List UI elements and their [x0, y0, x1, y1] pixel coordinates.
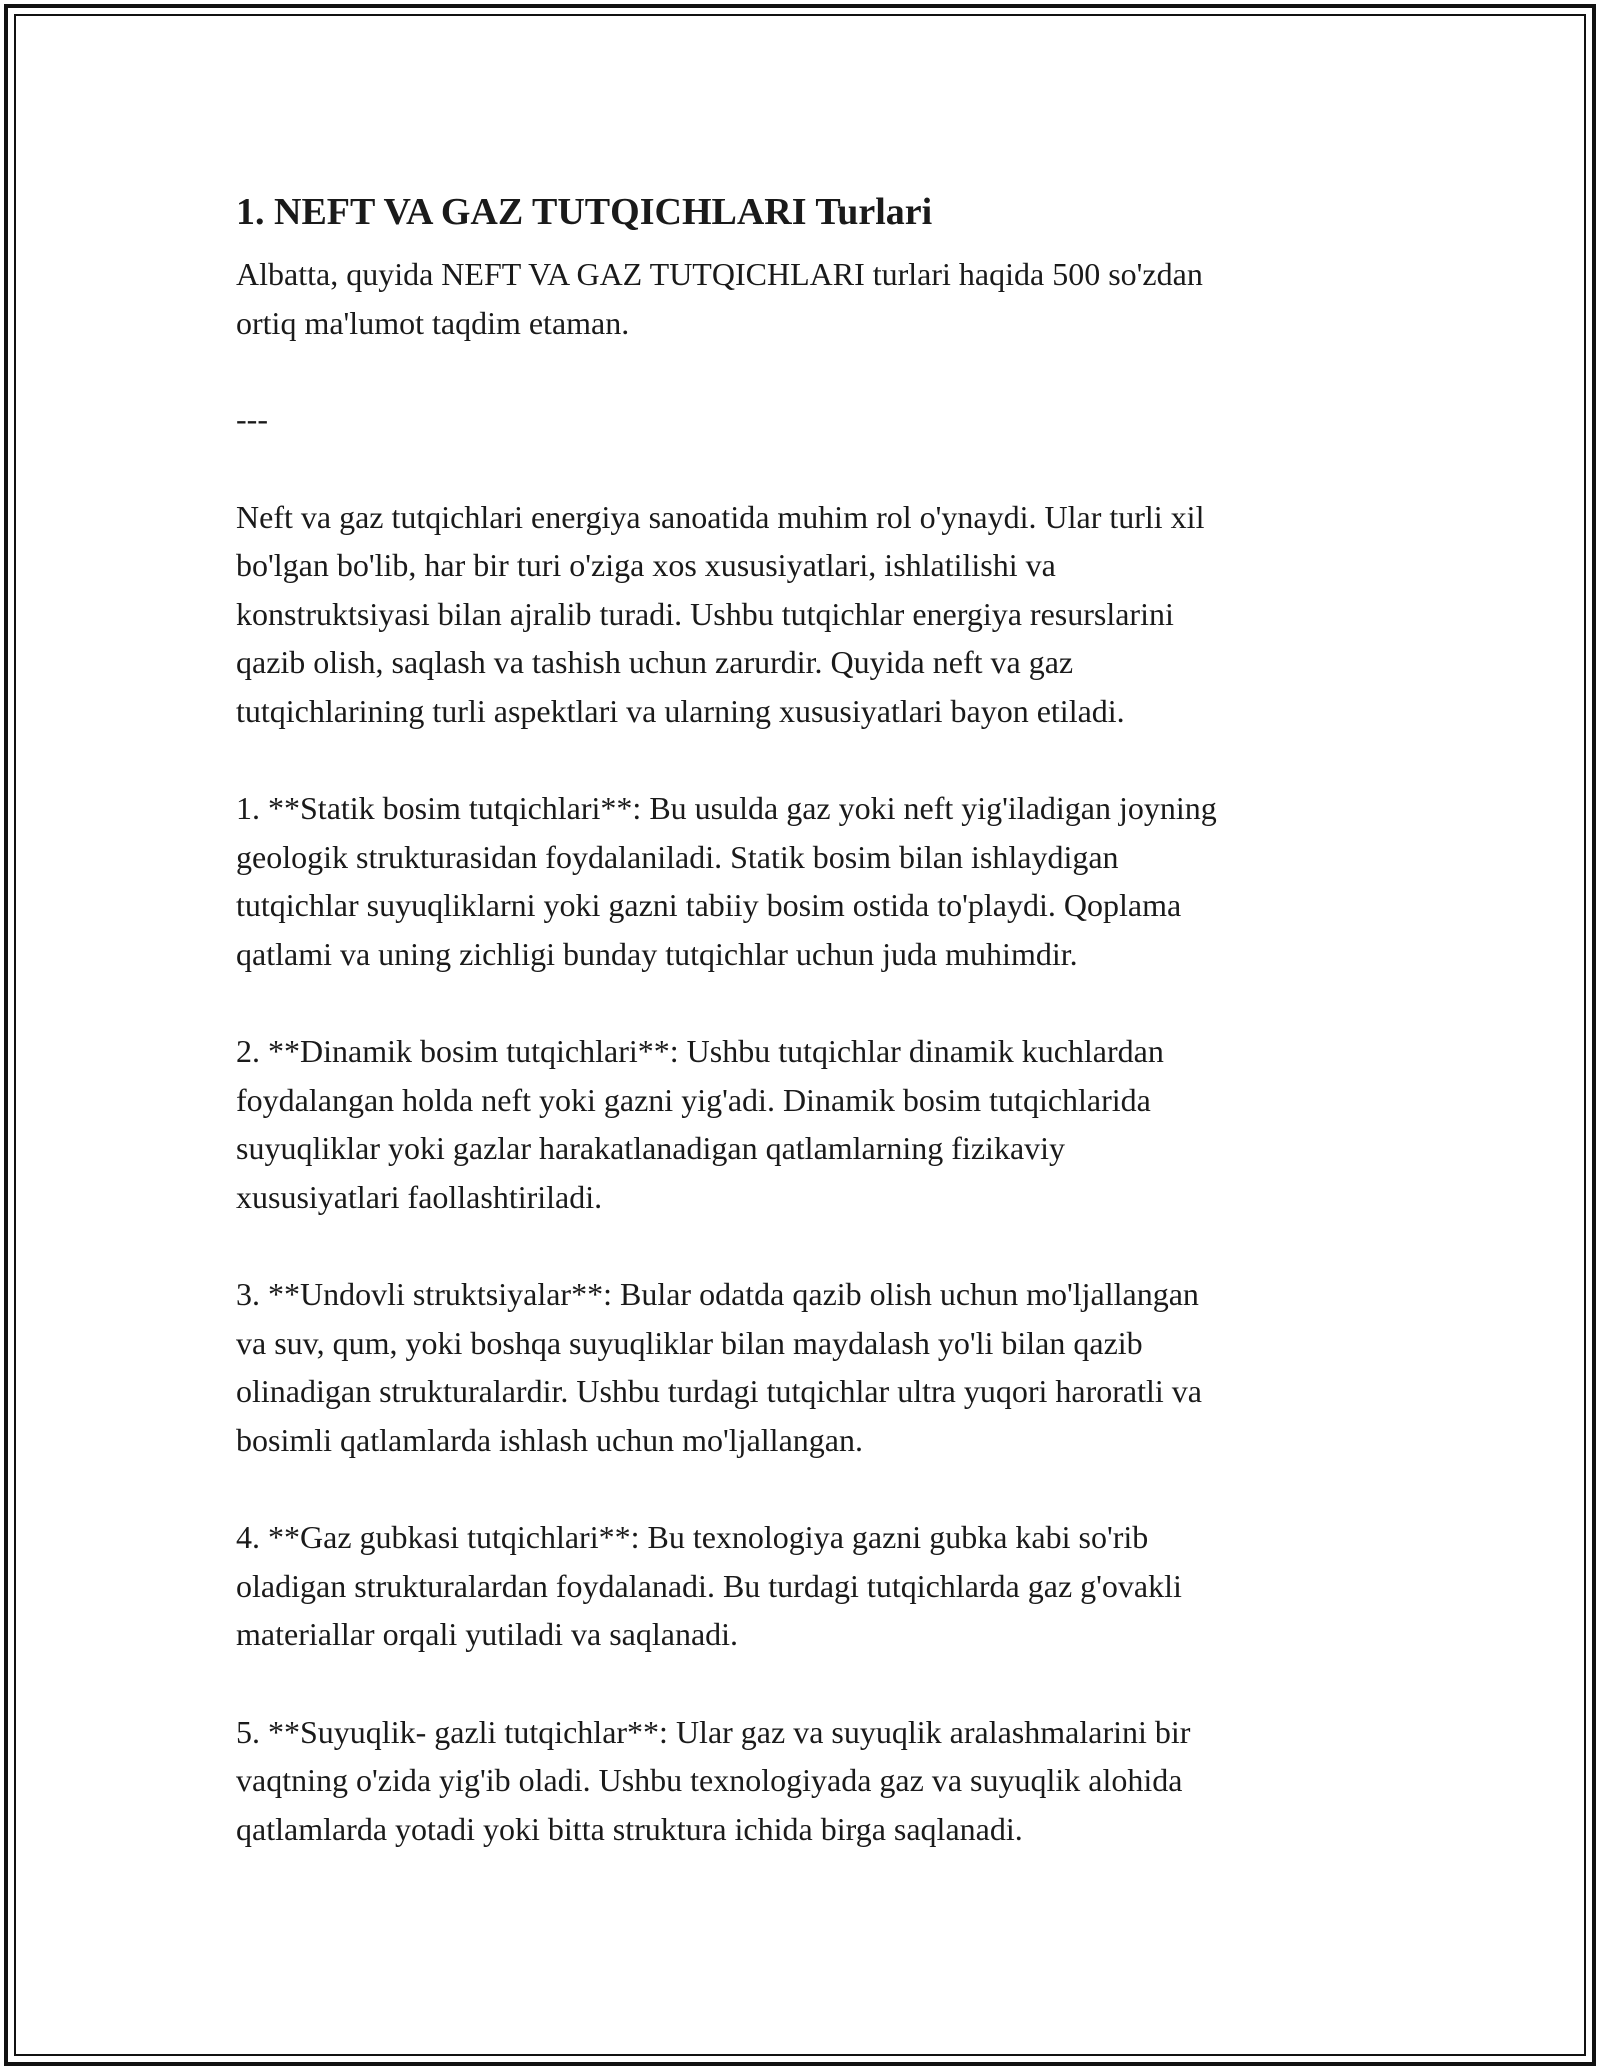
list-item-static-pressure: 1. **Statik bosim tutqichlari**: Bu usulda gaz yoki neft yig'iladigan joyning geologik strukturasidan foydalaniladi. Statik bosim bilan ishlaydigan tutqichlar suyuqliklarni yoki gazni tabiiy bosim ostida to'playdi. Qoplama qatlami va uning zichligi bunday tutqichlar uchun juda muhimdir.	[236, 790, 1217, 972]
list-item-undovli-structures: 3. **Undovli struktsiyalar**: Bular odatda qazib olish uchun mo'ljallangan va suv, qum, yoki boshqa suyuqliklar bilan maydalash yo'li bilan qazib olinadigan strukturalardir. Ushbu turdagi tutqichlar ultra yuqori haroratli va bosimli qatlamlarda ishlash uchun mo'ljallangan.	[236, 1276, 1202, 1458]
overview-paragraph: Neft va gaz tutqichlari energiya sanoatida muhim rol o'ynaydi. Ular turli xil bo'lgan bo'lib, har bir turi o'ziga xos xususiyatlari, ishlatilishi va konstruktsiyasi bilan ajralib turadi. Ushbu tutqichlar energiya resurslarini qazib olish, saqlash va tashish uchun zarurdir. Quyida neft va gaz tutqichlarining turli aspektlari va ularning xususiyatlari bayon etiladi.	[236, 498, 1205, 729]
separator-line: ---	[236, 401, 268, 437]
list-item-dynamic-pressure: 2. **Dinamik bosim tutqichlari**: Ushbu tutqichlar dinamik kuchlardan foydalangan holda neft yoki gazni yig'adi. Dinamik bosim tutqichlarida suyuqliklar yoki gazlar harakatlanadigan qatlamlarning fizikaviy xususiyatlari faollashtiriladi.	[236, 1033, 1164, 1215]
list-item-gas-sponge: 4. **Gaz gubkasi tutqichlari**: Bu texnologiya gazni gubka kabi so'rib oladigan strukturalardan foydalanadi. Bu turdagi tutqichlarda gaz g'ovakli materiallar orqali yutiladi va saqlanadi.	[236, 1519, 1182, 1652]
intro-paragraph: Albatta, quyida NEFT VA GAZ TUTQICHLARI turlari haqida 500 so'zdan ortiq ma'lumot taqdim etaman.	[236, 256, 1203, 341]
document-body	[236, 186, 1366, 1853]
list-item-liquid-gas: 5. **Suyuqlik- gazli tutqichlar**: Ular gaz va suyuqlik aralashmalarini bir vaqtning o'zida yig'ib oladi. Ushbu texnologiyada gaz va suyuqlik alohida qatlamlarda yotadi yoki bitta struktura ichida birga saqlanadi.	[236, 1713, 1191, 1847]
document-title: 1. NEFT VA GAZ TUTQICHLARI Turlari	[236, 191, 933, 233]
